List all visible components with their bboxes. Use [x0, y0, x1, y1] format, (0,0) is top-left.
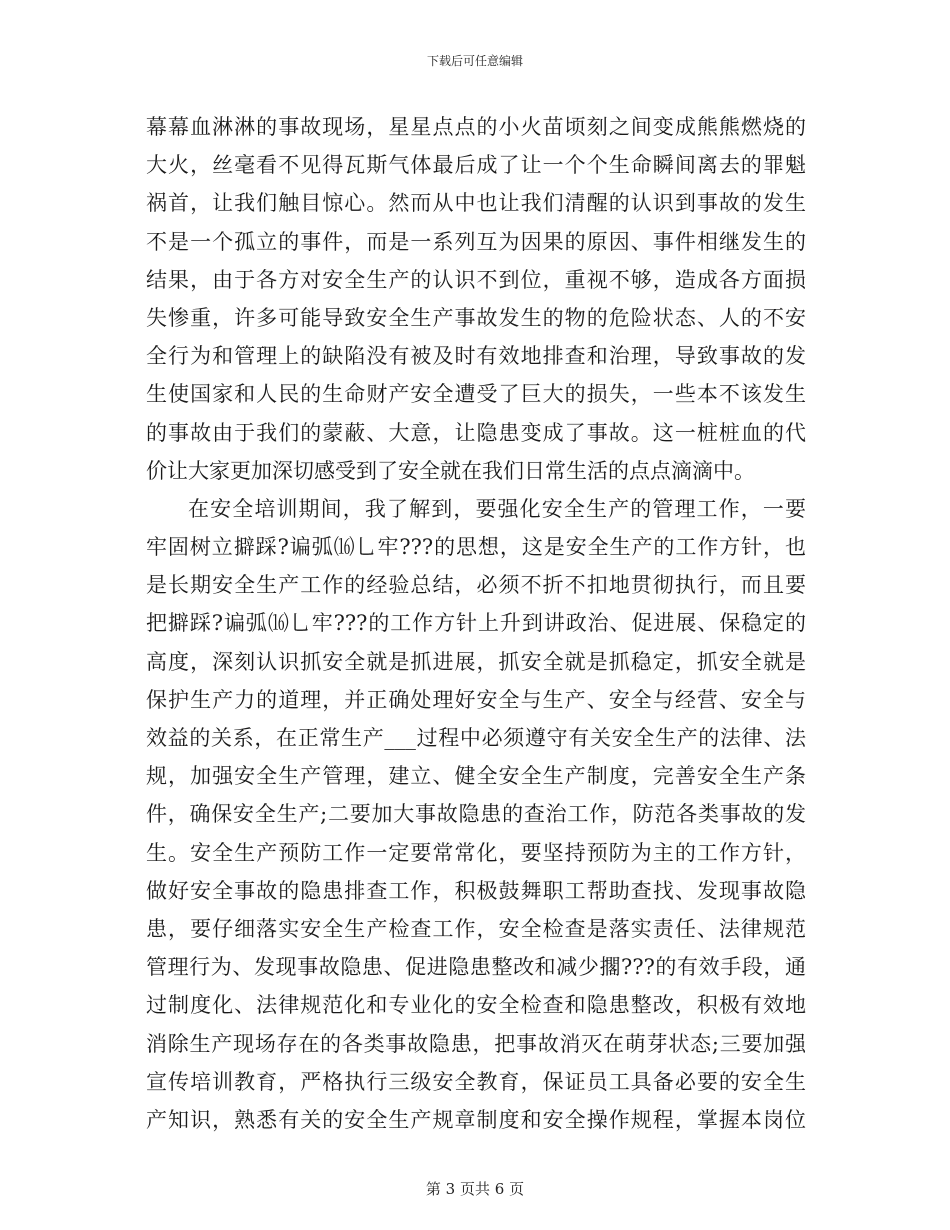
text-line: 高度，深刻认识抓安全就是抓进展，抓安全就是抓稳定，抓安全就是	[146, 649, 806, 674]
text-line-paragraph-start: 在安全培训期间，我了解到，要强化安全生产的管理工作，一要	[188, 496, 806, 521]
text-line: 失惨重，许多可能导致安全生产事故发生的物的危险状态、人的不安	[146, 305, 806, 330]
text-line: 牢固树立擗踩?谝弧⒃乚牢???的思想，这是安全生产的工作方针，也	[146, 535, 806, 560]
text-line: 结果，由于各方对安全生产的认识不到位，重视不够，造成各方面损	[146, 267, 806, 292]
page-footer: 第 3 页共 6 页	[425, 1180, 525, 1198]
text-line: 规，加强安全生产管理，建立、健全安全生产制度，完善安全生产条	[146, 764, 806, 789]
text-line: 效益的关系，在正常生产___过程中必须遵守有关安全生产的法律、法	[146, 726, 806, 750]
text-line: 不是一个孤立的事件，而是一系列互为因果的原因、事件相继发生的	[146, 229, 806, 254]
text-line: 保护生产力的道理，并正确处理好安全与生产、安全与经营、安全与	[146, 687, 806, 712]
text-line: 产知识，熟悉有关的安全生产规章制度和安全操作规程，掌握本岗位	[146, 1107, 806, 1132]
text-line: 做好安全事故的隐患排查工作，积极鼓舞职工帮助查找、发现事故隐	[146, 878, 806, 903]
document-body	[146, 108, 806, 1139]
text-line: 患，要仔细落实安全生产检查工作，安全检查是落实责任、法律规范	[146, 916, 806, 941]
text-line: 过制度化、法律规范化和专业化的安全检查和隐患整改，积极有效地	[146, 993, 806, 1018]
text-line: 管理行为、发现事故隐患、促进隐患整改和减少擱???的有效手段，通	[146, 955, 806, 980]
text-line: 幕幕血淋淋的事故现场，星星点点的小火苗顷刻之间变成熊熊燃烧的	[146, 115, 806, 139]
text-line: 价让大家更加深切感受到了安全就在我们日常生活的点点滴滴中。	[146, 458, 755, 483]
text-line: 大火，丝毫看不见得瓦斯气体最后成了让一个个生命瞬间离去的罪魁	[146, 153, 806, 178]
text-line: 生使国家和人民的生命财产安全遭受了巨大的损失，一些本不该发生	[146, 382, 806, 407]
text-line: 祸首，让我们触目惊心。然而从中也让我们清醒的认识到事故的发生	[146, 191, 806, 216]
text-line: 宣传培训教育，严格执行三级安全教育，保证员工具备必要的安全生	[146, 1069, 806, 1094]
text-line: 生。安全生产预防工作一定要常常化，要坚持预防为主的工作方针，	[146, 840, 806, 865]
text-line: 把擗踩?谝弧⒃乚牢???的工作方针上升到讲政治、促进展、保稳定的	[146, 611, 806, 636]
text-line: 件，确保安全生产;二要加大事故隐患的查治工作，防范各类事故的发	[146, 802, 806, 827]
page-header: 下载后可任意编辑	[426, 54, 523, 68]
text-line: 消除生产现场存在的各类事故隐患，把事故消灭在萌芽状态;三要加强	[146, 1031, 806, 1056]
text-line: 全行为和管理上的缺陷没有被及时有效地排查和治理，导致事故的发	[146, 344, 806, 369]
text-line: 是长期安全生产工作的经验总结，必须不折不扣地贯彻执行，而且要	[146, 573, 806, 598]
text-line: 的事故由于我们的蒙蔽、大意，让隐患变成了事故。这一桩桩血的代	[146, 420, 806, 445]
